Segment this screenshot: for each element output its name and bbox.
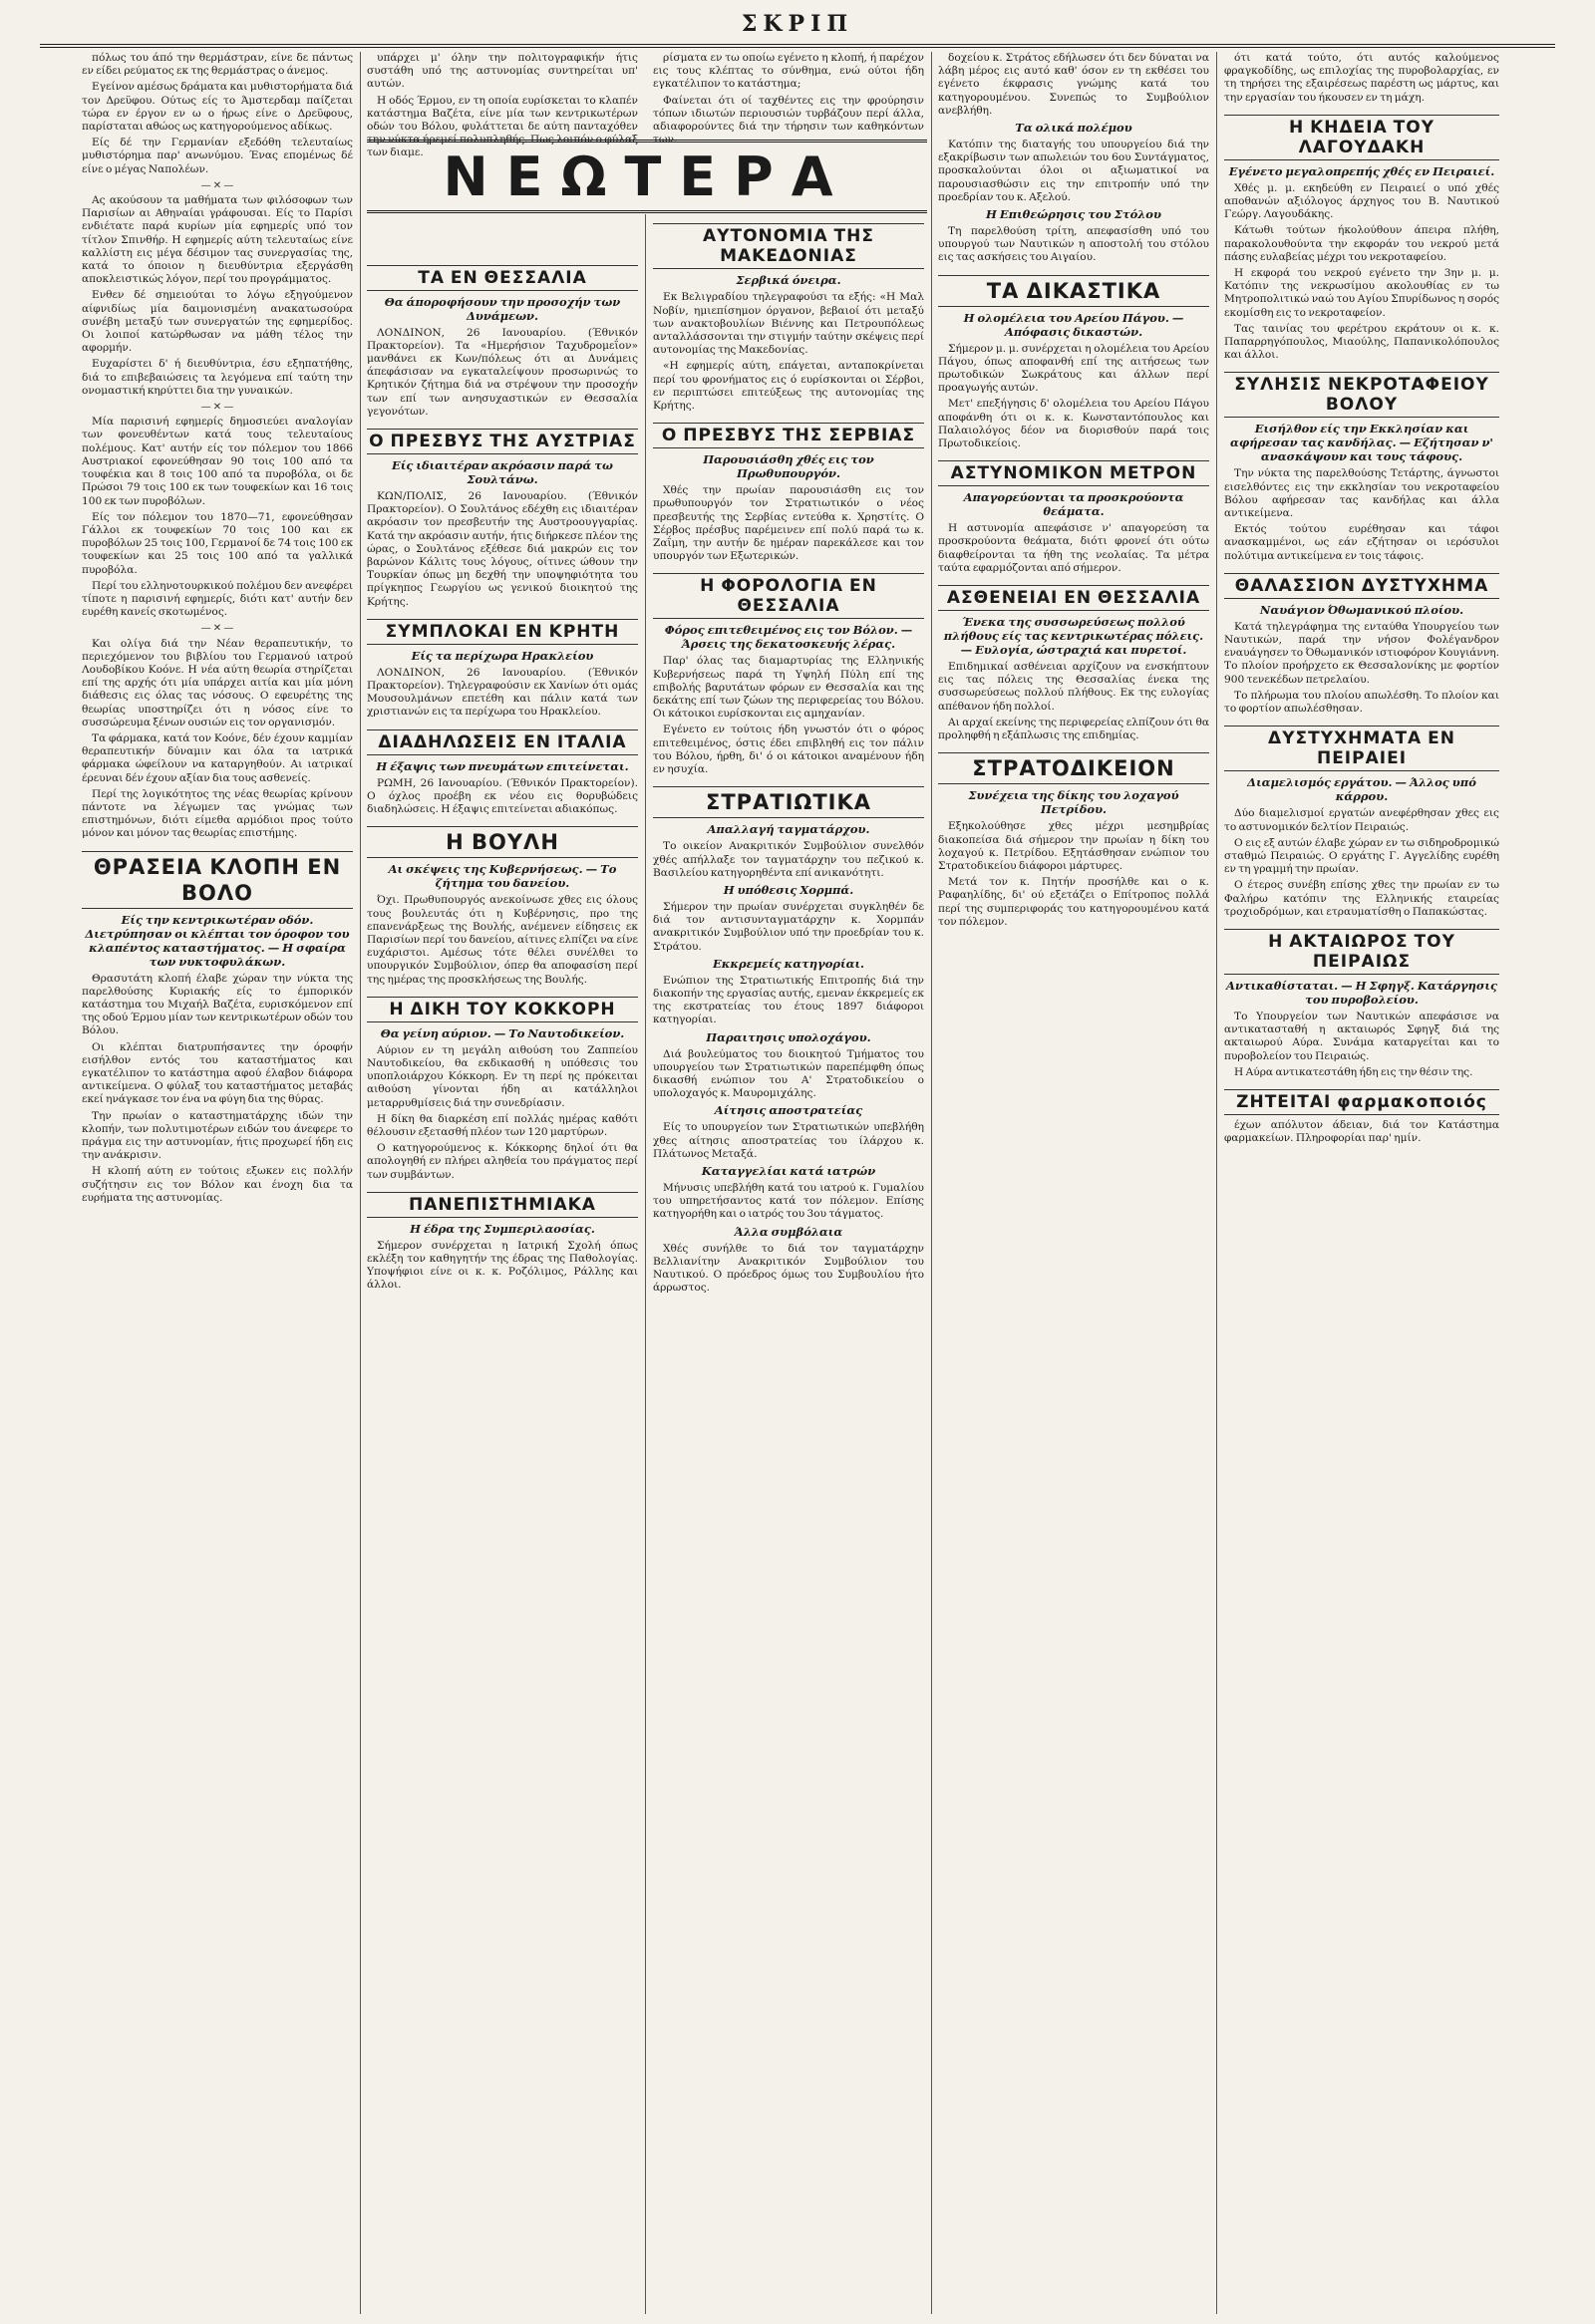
- headline: Ο ΠΡΕΣΒΥΣ ΤΗΣ ΑΥΣΤΡΙΑΣ: [367, 429, 638, 454]
- headline: Η ΔΙΚΗ ΤΟΥ ΚΟΚΚΟΡΗ: [367, 997, 638, 1022]
- article-paragraph: Το οικείον Ανακριτικόν Συμβούλιον συνελθόν χθές απήλλαξε τον ταγματάρχην του πεζικού κ. Βασιλείου κατηγορηθέντα επί ανικανότητι.: [653, 840, 924, 879]
- article-paragraph: Ευχαρίστει δ' ή διευθύντρια, έσυ εξηπατήθης, διά το επιβεβαιώσεις τα λεγόμενα επί ταύτη την ονομαστική κηρύττει δια την γυναικών.: [82, 358, 353, 397]
- headline: ΑΣΤΥΝΟΜΙΚΟΝ ΜΕΤΡΟΝ: [938, 460, 1209, 486]
- separator: — ✕ —: [200, 623, 234, 635]
- article-paragraph: ότι κατά τούτο, ότι αυτός καλούμενος φραγκοδίδης, ως επιλοχίας της πυροβολαρχίας, εν τη τηρήσει της εξαιρέσεως παρέστη ως μάρτυς, και την εργασίαν του ήκουσεν εν τη μάχη.: [1224, 52, 1499, 104]
- subheadline: Ένεκα της συσσωρεύσεως πολλού πλήθους είς τας κεντρικωτέρας πόλεις. — Ευλογία, ώστραχιά και πυρετοί.: [943, 615, 1204, 658]
- headline: ΤΑ ΔΙΚΑΣΤΙΚΑ: [938, 275, 1209, 307]
- classified-headline: ΖΗΤΕΙΤΑΙ φαρμακοποιός: [1224, 1089, 1499, 1115]
- article-paragraph: Η Αύρα αντικατεστάθη ήδη εις την θέσιν της.: [1234, 1065, 1473, 1078]
- subheadline: Η Επιθεώρησις του Στόλου: [986, 207, 1161, 222]
- article-paragraph: Εκ Βελιγραδίου τηλεγραφούσι τα εξής: «Η Μαλ Νοβίν, ημιεπίσημον όργανον, βεβαιοί ότι μεταξύ των ανακτοβουλίων Βιέννης και Πετρουπόλεως ανταλλάσσονται την στιγμήν ταύτην σκέψεις περί αυτονομίας της Μακεδονίας.: [653, 291, 924, 357]
- subheadline: Εγένετο μεγαλοπρεπής χθές εν Πειραιεί.: [1228, 163, 1495, 178]
- subheadline: Απαλλαγή ταγματάρχου.: [707, 822, 870, 837]
- article-paragraph: Είς τον πόλεμον του 1870—71, εφονεύθησαν Γάλλοι εκ τουφεκίων 70 τοις 100 και εκ πυροβόλων 25 τοις 100, Γερμανοί δε 74 τοις 100 εκ τουφεκίων και 25 τοις 100 από τα γαλλικά πυροβόλα.: [82, 510, 353, 576]
- article-paragraph: Κάτωθι τούτων ήκολούθουν άπειρα πλήθη, παρακολουθούντα την εκφοράν του νεκρού μετά πάσης ευλαβείας μέχρι του νεκροταφείου.: [1224, 224, 1499, 263]
- headline: ΣΤΡΑΤΙΩΤΙΚΑ: [653, 786, 924, 818]
- newspaper-title: ΣΚΡΙΠ: [741, 11, 854, 37]
- subheadline: Η ολομέλεια του Αρείου Πάγου. — Απόφασις δικαστών.: [963, 310, 1184, 339]
- article-paragraph: Χθές την πρωίαν παρουσιάσθη εις τον πρωθυπουργόν τον Στρατιωτικόν ο νέος πρεσβευτής της Σερβίας εντεύθα κ. Χρηστίτς. Ο Σέρβος πρέσβυς παρέμεινεν επί πολύ παρά τω κ. Ζαΐμη, την αυτήν δε ημέραν παρεκάλεσε και τον υπουργόν των Εξωτερικών.: [653, 484, 924, 563]
- masthead: [40, 4, 1555, 48]
- article-paragraph: Τα φάρμακα, κατά τον Κοόνε, δέν έχουν καμμίαν θεραπευτικήν δύναμιν και όλα τα ιατρικά φάρμακα ώφείλουν να καταργηθούν. Αι ιατρικαί έρευναι δέν έχουν αξίαν δια τους ασθενείς.: [82, 731, 353, 784]
- article-paragraph: Το Υπουργείον των Ναυτικών απεφάσισε να αντικατασταθή η ακταιωρός Σφηγξ διά της ακταιωρού Αύρα. Συνάμα καταργείται και το πυροβολείον του Πειραιώς.: [1224, 1010, 1499, 1062]
- section-banner: ΝΕΩΤΕΡΑ: [367, 140, 927, 213]
- article-paragraph: Αι αρχαί εκείνης της περιφερείας ελπίζουν ότι θα προληφθή η εξάπλωσις της επιδημίας.: [938, 716, 1209, 742]
- headline: ΠΑΝΕΠΙΣΤΗΜΙΑΚΑ: [367, 1192, 638, 1218]
- article-paragraph: Σήμερον μ. μ. συνέρχεται η ολομέλεια του Αρείου Πάγου, όπως αποφανθή επί της αιτήσεως των πρωτοδικών Σωκράτους και άλλων περί προαγωγής αυτών.: [938, 342, 1209, 395]
- classified-text: έχων απόλυτον άδειαν, διά τον Κατάστημα φαρμακείων. Πληροφορίαι παρ' ημίν.: [1224, 1118, 1499, 1145]
- column-rule: [931, 52, 932, 2314]
- headline: ΘΑΛΑΣΣΙΟΝ ΔΥΣΤΥΧΗΜΑ: [1224, 573, 1499, 599]
- headline: Η ΦΟΡΟΛΟΓΙΑ ΕΝ ΘΕΣΣΑΛΙΑ: [653, 573, 924, 619]
- article-paragraph: Τη παρελθούση τρίτη, απεφασίσθη υπό του υπουργού των Ναυτικών η αποστολή του στόλου εις τας ασκήσεις του Αιγαίου.: [938, 225, 1209, 264]
- article-paragraph: Η εκφορά του νεκρού εγένετο την 3ην μ. μ. Κατόπιν της νεκρωσίμου ακολουθίας εν τω Μητροπολιτικώ ναώ του Αγίου Σπυρίδωνος η σορός εκομίσθη εις το νεκροταφείον.: [1224, 267, 1499, 319]
- subheadline: Είς τα περίχωρα Ηρακλείου: [411, 648, 594, 663]
- subheadline: Εκκρεμείς κατηγορίαι.: [712, 956, 865, 971]
- subheadline: Είς την κεντρικωτέραν οδόν. Διετρύπησαν οι κλέπται τον όροφον του κλαπέντος καταστήματος. — Η σφαίρα των νυκτοφυλάκων.: [85, 912, 350, 969]
- article-paragraph: Η οδός Έρμου, εν τη οποία ευρίσκεται το κλαπέν κατάστημα Βαζέτα, είνε μία των κεντρικωτέρων οδών του Βόλου, φυλάττεται δε αύτη πανταχόθεν την νύκτα ήρεμεί πολυπληθής. Πως λοιπόν ο φύλαξ των διαμε.: [367, 94, 638, 159]
- article-paragraph: Ενθεν δέ σημειούται το λόγω εξηγούμενον αίφνιδίως μία δαιμονισμένη ανακατωσούρα συνέβη μεταξύ των συνεργατών της εφημερίδος. Οι λοιποί κατώρθωσαν να μάθη τέλος την αφορμήν.: [82, 289, 353, 355]
- headline: ΔΙΑΔΗΛΩΣΕΙΣ ΕΝ ΙΤΑΛΙΑ: [367, 729, 638, 755]
- subheadline: Η έδρα της Συμπεριλαοσίας.: [410, 1221, 595, 1236]
- article-paragraph: «Η εφημερίς αύτη, επάγεται, ανταποκρίνεται περί του φρονήματος εις ό ευρίσκονται οι Σέρβοι, εν περιπτώσει επιτεύξεως της αυτονομίας της Κρήτης.: [653, 360, 924, 413]
- article-paragraph: Μετά τον κ. Πητήν προσήλθε και ο κ. Ραφαηλίδης, δι' ού εξετάζει ο Επίτροπος πολλά περί της συμπεριφοράς του κατηγορουμένου κατά τον πόλεμον.: [938, 876, 1209, 928]
- subheadline: Τα ολικά πολέμου: [1015, 121, 1132, 136]
- headline: ΤΑ ΕΝ ΘΕΣΣΑΛΙΑ: [367, 265, 638, 291]
- article-paragraph: Ο κατηγορούμενος κ. Κόκκορης δηλοί ότι θα απολογηθή εν πλήρει αληθεία του πράγματος περί των συμβάντων.: [367, 1142, 638, 1181]
- column-3: [653, 52, 924, 2314]
- subheadline: Παραιτησις υπολοχάγου.: [706, 1029, 871, 1044]
- article-paragraph: Επιδημικαί ασθένειαι αρχίζουν να ενσκήπτουν εις τας πόλεις της Θεσσαλίας ένεκα της συσσωρεύσεως πολλού πλήθους. Εκ της ευλογίας απέθανον ήδη πολλοί.: [938, 661, 1209, 713]
- article-paragraph: Χθές συνήλθε το διά τον ταγματάρχην Βελλιανίτην Ανακριτικόν Συμβούλιον του Ναυτικού. Ο πρόεδρος όμως του Συμβουλίου ήτο άρρωστος.: [653, 1242, 924, 1295]
- article-paragraph: Ο έτερος συνέβη επίσης χθες την πρωίαν εν τω Φαλήρω κατόπιν της Ελληνικής εταιρείας τροχιοδρόμων, και ετραυματίσθη ο Παπακώστας.: [1224, 879, 1499, 918]
- headline: ΔΥΣΤΥΧΗΜΑΤΑ ΕΝ ΠΕΙΡΑΙΕΙ: [1224, 726, 1499, 771]
- article-paragraph: Κατόπιν της διαταγής του υπουργείου διά την εξακρίβωσιν των απωλειών του 6ου Συντάγματος, προσκαλούνται όλοι οι αξιωματικοί να παρουσιασθώσιν εις την επιτροπήν υπό την προεδρίαν του κ. Αξελού.: [938, 139, 1209, 203]
- article-paragraph: Μία παρισινή εφημερίς δημοσιεύει αναλογίαν των φονευθέντων κατά τους τελευταίους πολέμους. Κατ' αυτήν είς τον πόλεμον του 1866 Αυστριακοί εφονεύθησαν 90 τοις 100 από τα τουφέκια και 8 τοις 100 από τα πυροβόλα, οι δε Πρώσοι 79 τοις 100 εκ των τουφεκίων και 16 τοις 100 εκ των πυροβόλων.: [82, 416, 353, 507]
- column-rule: [1216, 52, 1217, 2314]
- separator: — ✕ —: [200, 402, 234, 414]
- subheadline: Παρουσιάσθη χθές εις τον Πρωθυπουργόν.: [703, 452, 874, 481]
- banner-spacer: [653, 149, 924, 213]
- article-paragraph: Εκτός τούτου ευρέθησαν και τάφοι ανασκαμμένοι, ως εάν εζήτησαν οι ιερόσυλοι πολύτιμα αντικείμενα εν τοις τάφοις.: [1224, 523, 1499, 562]
- article-paragraph: Περί της λογικότητος της νέας θεωρίας κρίνουν πάντοτε να λέγωμεν τας γνώμας των επιστημόνων, διότι είμεθα αρμόδιοι προς τούτο μόνον και μόνον τας θεωρίας επιστήμης.: [82, 787, 353, 840]
- article-paragraph: ΛΟΝΔΙΝΟΝ, 26 Ιανουαρίου. (Έθνικόν Πρακτορείον). Τα «Ημερήσιον Ταχυδρομεΐον» μανθάνει εκ Κων/πόλεως ότι αι Δυνάμεις άπεφάσισαν να εγκαταλείψουν προσωρινώς το Κρητικόν ζήτημα διά να στρέψουν την προσοχήν των επί των ανησυχαστικών εν Θεσσαλία γεγονότων.: [367, 326, 638, 418]
- headline: ΘΡΑΣΕΙΑ ΚΛΟΠΗ ΕΝ ΒΟΛΟ: [82, 851, 353, 909]
- article-paragraph: ΛΟΝΔΙΝΟΝ, 26 Ιανουαρίου. (Έθνικόν Πρακτορείον). Τηλεγραφούσιν εκ Χανίων ότι ομάς Μουσουλμάνων επετέθη και πάλιν κατά των χριστιανών εις τα περίχωρα του Ηρακλείου.: [367, 666, 638, 719]
- article-paragraph: Φαίνεται ότι οί ταχθέντες εις την φρούρησιν τόπων ιδιωτών περιουσιών τυρβάζουν περί άλλα, αδιαφορούντες διά την τήρησιν των καθηκόντων των.: [653, 94, 924, 146]
- subheadline: Η υπόθεσις Χορμπά.: [723, 882, 854, 897]
- article-paragraph: Σήμερον συνέρχεται η Ιατρική Σχολή όπως εκλέξη τον καθηγητήν της έδρας της Παθολογίας. Υποψήφιοι είνε οι κ. κ. Ροζόλιμος, Ράλλης και άλλοι.: [367, 1239, 638, 1292]
- article-paragraph: Η δίκη θα διαρκέση επί πολλάς ημέρας καθότι θέλουσιν εξετασθή πλέον των 120 μαρτύρων.: [367, 1112, 638, 1138]
- article-paragraph: Περί του ελληνοτουρκικού πολέμου δεν ανεφέρει τίποτε η παρισινή εφημερίς, διότι κατ' αυτήν δεν ευρέθη κανείς σκοτωμένος.: [82, 579, 353, 619]
- headline: Ο ΠΡΕΣΒΥΣ ΤΗΣ ΣΕΡΒΙΑΣ: [653, 423, 924, 448]
- subheadline: Συνέχεια της δίκης του λοχαγού Πετρίδου.: [968, 788, 1179, 817]
- headline: Η ΚΗΔΕΙΑ ΤΟΥ ΛΑΓΟΥΔΑΚΗ: [1224, 115, 1499, 160]
- subheadline: Σερβικά όνειρα.: [736, 273, 841, 288]
- column-1: [82, 52, 353, 2314]
- banner-spacer: [367, 163, 638, 255]
- article-paragraph: Όχι. Πρωθυπουργός ανεκοίνωσε χθες εις όλους τους βουλευτάς ότι η Κυβέρνησις, προ της επανενάρξεως της Βουλής, ανέμενεν είδησεις εκ Παρισίων περί του δανείου, αίτινες ελπίζει να είνε ευχάριστοι. Αμέσως τότε θέλει συνέλθει το υπουργικόν Συμβούλιον, όπερ θα αποφασίση περί της ημέρας της προσκλήσεως της Βουλής.: [367, 894, 638, 986]
- article-paragraph: ρίσματα εν τω οποίω εγένετο η κλοπή, ή παρέχον εις τους κλέπτας το σύνθημα, ενώ ούτοι ήδη εγκατέλιπον το κατάστημα;: [653, 52, 924, 91]
- article-paragraph: Θρασυτάτη κλοπή έλαβε χώραν την νύκτα της παρελθούσης Κυριακής είς το έμπορικόν κατάστημα του Μιχαήλ Βαζέτα, ευρισκόμενον επί της οδού Έρμου μίαν των κεντρικωτέρων οδών του Βόλου.: [82, 972, 353, 1037]
- article-paragraph: Είς το υπουργείον των Στρατιωτικών υπεβλήθη χθες αίτησις αποστρατείας του ίλάρχου κ. Πλάτωνος Μεταξά.: [653, 1121, 924, 1160]
- subheadline: Είς ιδιαιτέραν ακρόασιν παρά τω Σουλτάνω.: [392, 458, 613, 487]
- subheadline: Φόρος επιτεθειμένος εις τον Βόλον. — Άρσεις της δεκατοσκευής λέρας.: [664, 623, 913, 652]
- article-paragraph: ΡΩΜΗ, 26 Ιανουαρίου. (Έθνικόν Πρακτορείον). Ο όχλος προέβη εκ νέου εις θορυβώδεις διαδηλώσεις. Η έξαψις επιτείνεται αδιακόπως.: [367, 776, 638, 816]
- article-paragraph: Κατά τηλεγράφημα της ενταύθα Υπουργείου των Ναυτικών, παρά την νήσον Φολέγανδρον εναυάγησεν το Όθωμανικόν ιστιοφόρον Κουγιάννη. Το πλοίον προήρχετο εκ Θεσσαλονίκης με φορτίον 900 τενεκέδων πετρελαίου.: [1224, 620, 1499, 686]
- article-paragraph: Η αστυνομία απεφάσισε ν' απαγορεύση τα προσκρούοντα θεάματα, διότι φρονεί ότι ούτω διαφθείρονται τα ήθη της νεολαίας. Τα μέτρα ταύτα εφαρμόζονται από σήμερον.: [938, 522, 1209, 574]
- article-paragraph: Παρ' όλας τας διαμαρτυρίας της Ελληνικής Κυβερνήσεως παρά τη Υψηλή Πύλη επί της επιβολής βαρυτάτων φόρων εν Θεσσαλία και της δεκάτης επί των ζώων της περιφερείας του Βόλου. Οι κάτοικοι ευρίσκονται εις αμηχανίαν.: [653, 655, 924, 721]
- subheadline: Ναυάγιον Όθωμανικού πλοίου.: [1259, 602, 1464, 617]
- subheadline: Αίτησις αποστρατείας: [714, 1103, 863, 1118]
- subheadline: Άλλα συμβόλαια: [734, 1224, 843, 1239]
- subheadline: Καταγγελίαι κατά ιατρών: [701, 1163, 876, 1178]
- article-paragraph: Εξηκολούθησε χθες μέχρι μεσημβρίας διακοπείσα διά σήμερον την πρωίαν η δίκη του λοχαγού κ. Πετρίδου. Εξητάσθησαν ενώπιον του Στρατοδικείου διάφοροι μάρτυρες.: [938, 820, 1209, 872]
- subheadline: Θα γείνη αύριον. — Το Ναυτοδικείον.: [380, 1025, 625, 1040]
- subheadline: Αντικαθίσταται. — Η Σφηγξ. Κατάργησις του πυροβολείου.: [1226, 978, 1497, 1007]
- article-paragraph: Εγένετο εν τούτοις ήδη γνωστόν ότι ο φόρος επιτεθειμένος, όστις έδει επιβληθή εις τον πάλιν του Βόλου, ήρθη, δι' ό οι κάτοικοι αναμένουν ήδη εν ησυχία.: [653, 724, 924, 776]
- subheadline: Διαμελισμός εργάτου. — Άλλος υπό κάρρου.: [1247, 775, 1476, 804]
- headline: Η ΑΚΤΑΙΩΡΟΣ ΤΟΥ ΠΕΙΡΑΙΩΣ: [1224, 929, 1499, 975]
- article-paragraph: Τας ταινίας του φερέτρου εκράτουν οι κ. κ. Παπαρρηγόπουλος, Μιαούλης, Παπανικολόπουλος και άλλοι.: [1224, 322, 1499, 362]
- article-paragraph: Αύριον εν τη μεγάλη αιθούση του Ζαππείου Ναυτοδικείου, θα εκδικασθή η υπόθεσις του υποπλοιάρχου Κόκκορη. Εν τη περί ης πρόκειται αιθούση γίνονται ήδη αι κατάλληλοι μεταρρυθμίσεις διά την συνεδρίασιν.: [367, 1043, 638, 1109]
- subheadline: Η έξαψις των πνευμάτων επιτείνεται.: [376, 758, 629, 773]
- headline: ΣΤΡΑΤΟΔΙΚΕΙΟΝ: [938, 752, 1209, 784]
- article-paragraph: Σήμερον την πρωίαν συνέρχεται συγκληθέν δε διά τον αντισυνταγματάρχην κ. Χορμπάν ανακριτικόν Συμβούλιον υπό την προεδρίαν του κ. Στράτου.: [653, 900, 924, 953]
- article-paragraph: πόλως του άπό την θερμάστραν, είνε δε πάντως εν είδει ρεύματος εκ της θερμάστρας ο άνεμος.: [82, 52, 353, 78]
- article-paragraph: Μήνυσις υπεβλήθη κατά του ιατρού κ. Γυμαλίου του υπηρετήσαντος κατά τον πόλεμον. Επίσης κατηγορήθη και ο ιατρός του 3ου τάγματος.: [653, 1181, 924, 1221]
- column-5: [1224, 52, 1499, 2314]
- article-paragraph: υπάρχει μ' όλην την πολιτογραφικήν ήτις συστάθη υπό της αστυνομίας συντηρείται υπ' αυτών.: [367, 52, 638, 91]
- article-paragraph: Εγείνον αμέσως δράματα και μυθιστορήματα διά τον Δρεϋφου. Ούτως είς το Άμστερδαμ παίζεται τώρα εν έργον εν ω ο ήρως είνε ο Δρεϋφους, παρίσταται αθώος ως κατηγορούμενος αδίκως.: [82, 81, 353, 134]
- article-paragraph: Ας ακούσουν τα μαθήματα των φιλόσοφων των Παρισίων αι Αθηναίαι γράφουσαι. Είς το Παρίσι ενδιέτατε παρά κυρίων μία εφημερίς υπό τον τίτλον Σπινθήρ. Η εφημερίς αύτη τελευταίως είνε καλλίστη εις μέγα δέσιμον τας συνεργασίας της, κατά το όποιον η διευθύντρια εξεργάσθη αποκλειστικώς λόγον, περί του προγράμματος.: [82, 194, 353, 286]
- article-paragraph: Χθές μ. μ. εκηδεύθη εν Πειραιεί ο υπό χθές αποθανών αξιόλογος άρχηγος του Β. Ναυτικού Γεώργ. Λαγουδάκης.: [1224, 181, 1499, 221]
- headline: ΣΥΛΗΣΙΣ ΝΕΚΡΟΤΑΦΕΙΟΥ ΒΟΛΟΥ: [1224, 372, 1499, 418]
- article-paragraph: Την νύκτα της παρελθούσης Τετάρτης, άγνωστοι εισελθόντες εις την εκκλησίαν του νεκροταφείου Βόλου αφήρεσαν τας κανδήλας και άλλα αντικείμενα.: [1224, 467, 1499, 520]
- article-paragraph: Την πρωίαν ο καταστηματάρχης ιδών την κλοπήν, των πολυτιμοτέρων ειδών του άνεφερε το πράγμα εις την αστυνομίαν, ήτις προχωρεί ήδη εις την ανάκρισιν.: [82, 1109, 353, 1162]
- article-paragraph: Είς δέ την Γερμανίαν εξεδόθη τελευταίως μυθιστόρημα παρ' ανωνύμου. Ένας επομένως δέ είνε ο μέγας Ναπολέων.: [82, 137, 353, 175]
- column-4: [938, 52, 1209, 2314]
- column-2: [367, 52, 638, 2314]
- article-paragraph: Οι κλέπται διατρυπήσαντες την όροφήν εισήλθον εντός του καταστήματος και εγκατέλιπον το κατάστημα αφού έλαβον διάφορα αντικείμενα. Ο φύλαξ του καταστήματος μεταβάς εκεί ηνάγκασε τον ένα να φύγη δια της θύρας.: [82, 1040, 353, 1106]
- column-rule: [645, 214, 646, 2314]
- column-rule: [360, 52, 361, 2314]
- article-paragraph: δοχείου κ. Στράτος εδήλωσεν ότι δεν δύναται να λάβη μέρος εις αυτό καθ' όσον εν τη εκθέσει του εγένετο έκφρασις γνώμης κατά του κατηγορουμένου. Συνεπώς το Συμβούλιον ανεβλήθη.: [938, 52, 1209, 117]
- separator: — ✕ —: [200, 179, 234, 191]
- article-paragraph: Μετ' επεξήγησις δ' ολομέλεια του Αρείου Πάγου αποφάνθη ότι οι κ. κ. Κωνσταντόπουλος και Παλαιολόγος δέον να διορισθούν παρά τοις Πρωτοδικείοις.: [938, 398, 1209, 450]
- headline: ΑΣΘΕΝΕΙΑΙ ΕΝ ΘΕΣΣΑΛΙΑ: [938, 585, 1209, 611]
- subheadline: Απαγορεύονται τα προσκρούοντα θεάματα.: [963, 490, 1184, 519]
- article-paragraph: Το πλήρωμα του πλοίου απωλέσθη. Το πλοίον και το φορτίον απωλέσθησαν.: [1224, 689, 1499, 716]
- article-paragraph: Και ολίγα διά την Νέαν θεραπευτικήν, το περιεχόμενον του βιβλίου του Γερμανού ιατρού Λουδοβίκου Κοόνε. Η νέα αύτη θεωρία στηρίζεται επί της αρχής ότι μία υπάρχει αιτία και μία μόνη διάθεσις εις όλας τας νόσους. Ο εφευρέτης της θεωρίας υποστηρίζει ότι η νόσος είνε το συσσώρευμα ξένων ουσιών εις τον οργανισμόν.: [82, 637, 353, 728]
- subheadline: Εισήλθον είς την Εκκλησίαν και αφήρεσαν τας κανδήλας. — Εζήτησαν ν' ανασκάψουν και τους τάφους.: [1230, 422, 1493, 464]
- subheadline: Θα άποροφήσουν την προσοχήν των Δυνάμεων.: [384, 294, 621, 323]
- article-paragraph: Ενώπιον της Στρατιωτικής Επιτροπής διά την διακοπήν της εργασίας αυτής, εμεναν έκκρεμείς εκ της εκστρατείας του έτους 1897 διάφοροι κατηγορίαι.: [653, 974, 924, 1026]
- article-paragraph: Η κλοπή αύτη εν τούτοις εξωκεν εις πολλήν συζήτησιν εις τον Βόλον και ένοχη δια τα ευρήματα της αστυνομίας.: [82, 1165, 353, 1204]
- article-paragraph: Ο εις εξ αυτών έλαβε χώραν εν τω σιδηροδρομικώ σταθμώ Πειραιώς. Ο εργάτης Γ. Αγγελίδης ευρέθη εν τη γραμμή την πρωίαν.: [1224, 836, 1499, 876]
- headline: ΑΥΤΟΝΟΜΙΑ ΤΗΣ ΜΑΚΕΔΟΝΙΑΣ: [653, 223, 924, 269]
- article-paragraph: ΚΩΝ/ΠΟΛΙΣ, 26 Ιανουαρίου. (Έθνικόν Πρακτορείον). Ο Σουλτάνος εδέχθη εις ιδιαιτέραν ακρόασιν τον πρεσβευτήν της Αυστροουγγαρίας. Κατά την ακρόασιν αυτήν, ήτις διήρκεσε πλέον της ώρας, ο Σουλτάνος εξέθεσε διά μακρών εις τον βαρώνον Κάλιτς τους λόγους, οίτινες ώθουν την Τουρκίαν όπως μη δεχθή την υποψηφιότητα του πρίγκηπος Γεωργίου ως γενικού διοικητού της Κρήτης.: [367, 490, 638, 608]
- headline: Η ΒΟΥΛΗ: [367, 826, 638, 858]
- article-paragraph: Δύο διαμελισμοί εργατών ανεφέρθησαν χθες εις το αστυνομικόν δελτίον Πειραιώς.: [1224, 807, 1499, 833]
- headline: ΣΥΜΠΛΟΚΑΙ ΕΝ ΚΡΗΤΗ: [367, 619, 638, 645]
- article-paragraph: Διά βουλεύματος του διοικητού Τμήματος του υπουργείου των Στρατιωτικών παρεπέμφθη όπως δικασθή ενώπιον του Α' Στρατοδικείου ο υπολοχαγός κ. Μαυρομιχάλης.: [653, 1047, 924, 1100]
- subheadline: Αι σκέψεις της Κυβερνήσεως. — Το ζήτημα του δανείου.: [388, 862, 617, 891]
